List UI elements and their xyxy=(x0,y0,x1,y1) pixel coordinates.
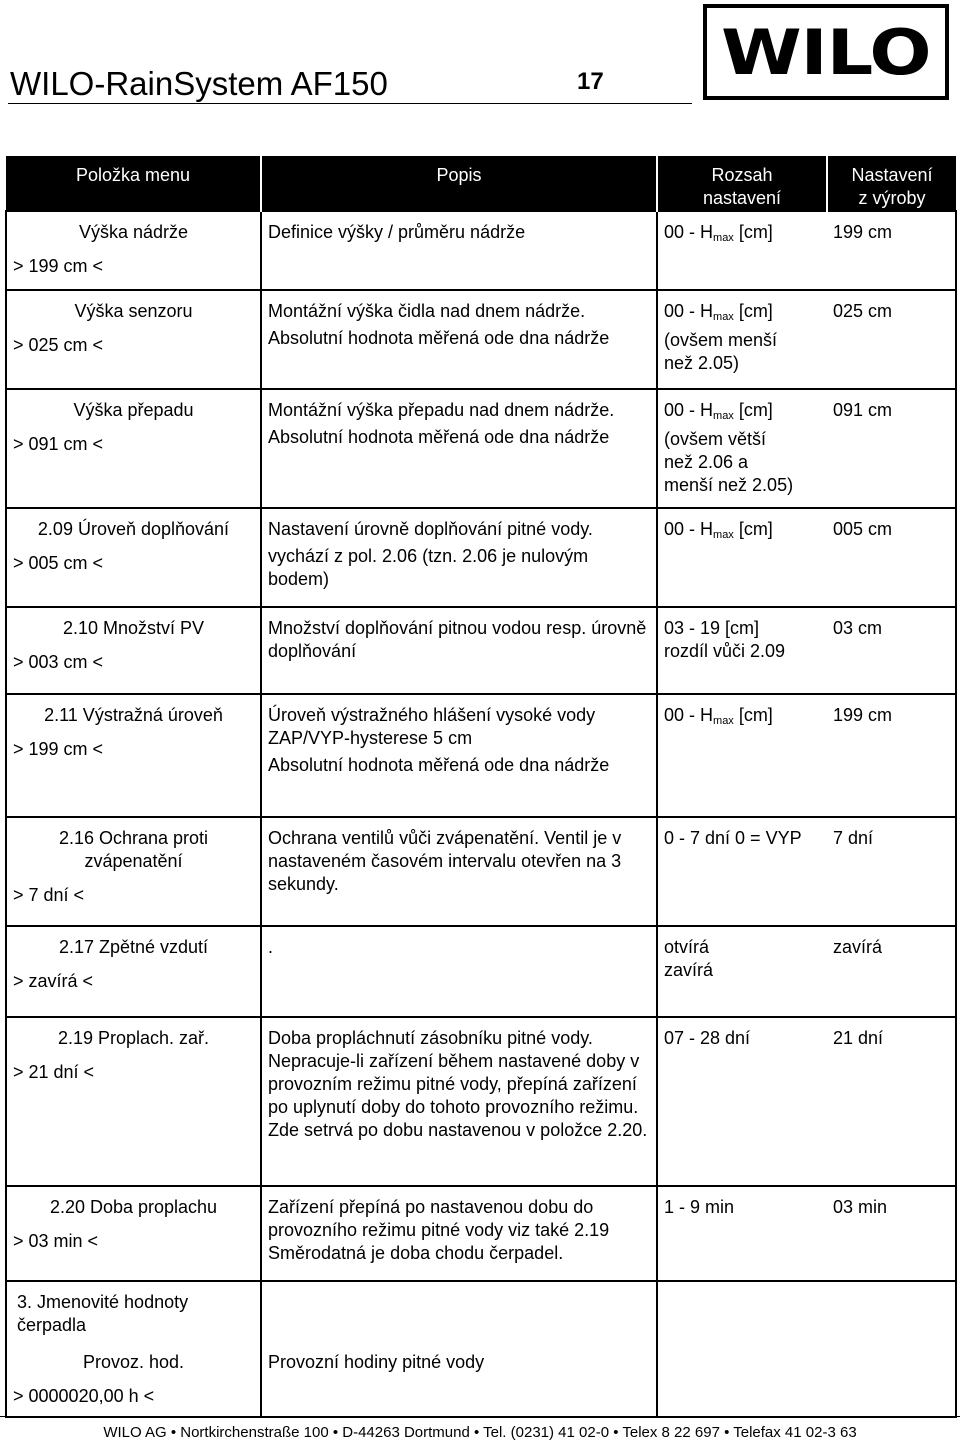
range-unit: [cm] xyxy=(733,519,773,539)
page-number: 17 xyxy=(577,68,604,95)
range-note: než 2.06 a xyxy=(664,452,749,472)
description-text: Zařízení přepíná po nastavenou dobu do provozního režimu pitné vody viz také 2.19 Směrodatná je doba chodu čerpadel. xyxy=(268,1197,610,1263)
header-rule xyxy=(8,103,692,104)
description-text: Množství doplňování pitnou vodou resp. úrovně doplňování xyxy=(268,618,647,661)
description-text: Absolutní hodnota měřená ode dna nádrže xyxy=(268,328,610,348)
range-prefix: 03 - 19 [cm] xyxy=(664,618,760,638)
menu-item-name: 2.17 Zpětné vzdutí xyxy=(58,937,209,957)
factory-default: 03 min xyxy=(827,1186,956,1281)
description-text: Absolutní hodnota měřená ode dna nádrže xyxy=(268,427,610,447)
menu-item-value: > 025 cm < xyxy=(13,335,104,355)
range-prefix: otvírá xyxy=(664,937,710,957)
menu-item-value: > 21 dní < xyxy=(13,1062,95,1082)
description-text: Úroveň výstražného hlášení vysoké vody ZAP/VYP-hysterese 5 cm xyxy=(268,705,596,748)
range-subscript: max xyxy=(713,232,734,244)
table-row xyxy=(6,694,956,817)
document-title: WILO-RainSystem AF150 xyxy=(10,65,388,102)
range-value xyxy=(664,300,821,329)
range-note: rozdíl vůči 2.09 xyxy=(664,641,786,661)
menu-item-name: 2.10 Množství PV xyxy=(62,618,205,638)
table-row xyxy=(6,926,956,1017)
factory-default: 025 cm xyxy=(827,290,956,389)
menu-item-value: > 199 cm < xyxy=(13,256,104,276)
col-header-default-line1: Nastavení xyxy=(851,165,933,185)
description-text: . xyxy=(268,937,274,957)
logo-text: WILO xyxy=(721,15,931,89)
menu-item-name: Výška senzoru xyxy=(74,301,193,321)
range-note: zavírá xyxy=(664,960,714,980)
table-row xyxy=(6,1186,956,1281)
menu-item-name: 2.09 Úroveň doplňování xyxy=(37,519,230,539)
table-header-row xyxy=(6,156,956,211)
menu-item-value: > 005 cm < xyxy=(13,553,104,573)
range-prefix: 00 - H xyxy=(664,400,714,420)
menu-item-value: > 199 cm < xyxy=(13,739,104,759)
range-prefix: 00 - H xyxy=(664,301,714,321)
range-unit: [cm] xyxy=(733,705,773,725)
section-3-item: Provoz. hod. xyxy=(82,1352,185,1372)
description-text: Montážní výška čidla nad dnem nádrže. xyxy=(268,301,586,321)
range-prefix: 00 - H xyxy=(664,222,714,242)
menu-item-value: > zavírá < xyxy=(13,971,94,991)
section-3-value: > 0000020,00 h < xyxy=(13,1386,155,1406)
section-3-row xyxy=(6,1281,956,1417)
description-text: Absolutní hodnota měřená ode dna nádrže xyxy=(268,755,610,775)
col-header-range-line1: Rozsah xyxy=(711,165,773,185)
section-3-heading: 3. Jmenovité hodnoty čerpadla xyxy=(17,1292,189,1335)
col-header-range-line2: nastavení xyxy=(702,188,782,208)
menu-item-value: > 03 min < xyxy=(13,1231,99,1251)
range-value xyxy=(664,936,821,959)
wilo-logo xyxy=(703,4,949,100)
col-header-menu-item: Položka menu xyxy=(6,156,261,211)
table-row xyxy=(6,290,956,389)
range-value xyxy=(664,704,821,733)
factory-default: 199 cm xyxy=(827,694,956,817)
range-prefix: 00 - H xyxy=(664,519,714,539)
footer-address: WILO AG • Nortkirchenstraße 100 • D-44263 Dortmund • Tel. (0231) 41 02-0 • Telex 8 22 697 • Telefax 41 02-3 63 xyxy=(103,1424,857,1441)
menu-item-name: Výška nádrže xyxy=(78,222,189,242)
col-header-default xyxy=(827,156,956,211)
range-value xyxy=(664,617,821,640)
table-row xyxy=(6,211,956,290)
settings-table xyxy=(5,156,957,1418)
factory-default: zavírá xyxy=(827,926,956,1017)
range-value xyxy=(664,399,821,428)
range-prefix: 07 - 28 dní xyxy=(664,1028,751,1048)
range-value xyxy=(664,1196,821,1219)
factory-default: 005 cm xyxy=(827,508,956,607)
range-value xyxy=(664,827,821,850)
table-row xyxy=(6,607,956,694)
menu-item-name: 2.11 Výstražná úroveň xyxy=(44,705,223,725)
factory-default: 199 cm xyxy=(833,222,893,242)
section-3-description: Provozní hodiny pitné vody xyxy=(268,1352,485,1372)
range-note: než 2.05) xyxy=(664,353,740,373)
range-prefix: 1 - 9 min xyxy=(664,1197,735,1217)
range-value xyxy=(664,518,821,547)
range-unit: [cm] xyxy=(733,400,773,420)
footer-rule xyxy=(0,1416,960,1417)
menu-item-name: 2.16 Ochrana proti zvápenatění xyxy=(58,828,209,871)
table-row xyxy=(6,817,956,926)
col-header-default-line2: z výroby xyxy=(858,188,926,208)
description-text: Ochrana ventilů vůči zvápenatění. Ventil je v nastaveném časovém intervalu otevřen na 3 sekundy. xyxy=(268,828,622,894)
description-text: Nastavení úrovně doplňování pitné vody. xyxy=(268,519,593,539)
table-row xyxy=(6,1017,956,1186)
factory-default: 7 dní xyxy=(827,817,956,926)
range-subscript: max xyxy=(713,715,734,727)
menu-item-value: > 091 cm < xyxy=(13,434,104,454)
description-text: vychází z pol. 2.06 (tzn. 2.06 je nulovým bodem) xyxy=(268,546,589,589)
menu-item-name: Výška přepadu xyxy=(73,400,194,420)
menu-item-name: 2.20 Doba proplachu xyxy=(49,1197,218,1217)
range-note: (ovšem menší xyxy=(664,330,778,350)
menu-item-value: > 003 cm < xyxy=(13,652,104,672)
col-header-range xyxy=(657,156,827,211)
range-subscript: max xyxy=(713,529,734,541)
range-note: (ovšem větší xyxy=(664,429,767,449)
range-subscript: max xyxy=(713,410,734,422)
range-value xyxy=(664,221,821,250)
range-prefix: 0 - 7 dní 0 = VYP xyxy=(664,828,802,848)
description-text: Montážní výška přepadu nad dnem nádrže. xyxy=(268,400,615,420)
table-row xyxy=(6,389,956,508)
range-prefix: 00 - H xyxy=(664,705,714,725)
description-text: Doba propláchnutí zásobníku pitné vody. Nepracuje-li zařízení během nastavené doby v provozním režimu pitné vody, přepíná zařízení po uplynutí doby do tohoto provozního režimu. Zde setrvá po dobu nastavenou v položce 2.20. xyxy=(268,1028,648,1140)
table-row xyxy=(6,508,956,607)
range-unit: [cm] xyxy=(733,222,773,242)
col-header-description: Popis xyxy=(261,156,657,211)
range-subscript: max xyxy=(713,311,734,323)
factory-default: 091 cm xyxy=(827,389,956,508)
menu-item-value: > 7 dní < xyxy=(13,885,85,905)
menu-item-name: 2.19 Proplach. zař. xyxy=(57,1028,210,1048)
factory-default: 21 dní xyxy=(827,1017,956,1186)
factory-default: 03 cm xyxy=(827,607,956,694)
range-note: menší než 2.05) xyxy=(664,475,794,495)
description-text: Definice výšky / průměru nádrže xyxy=(268,222,526,242)
range-value xyxy=(664,1027,821,1050)
range-unit: [cm] xyxy=(733,301,773,321)
